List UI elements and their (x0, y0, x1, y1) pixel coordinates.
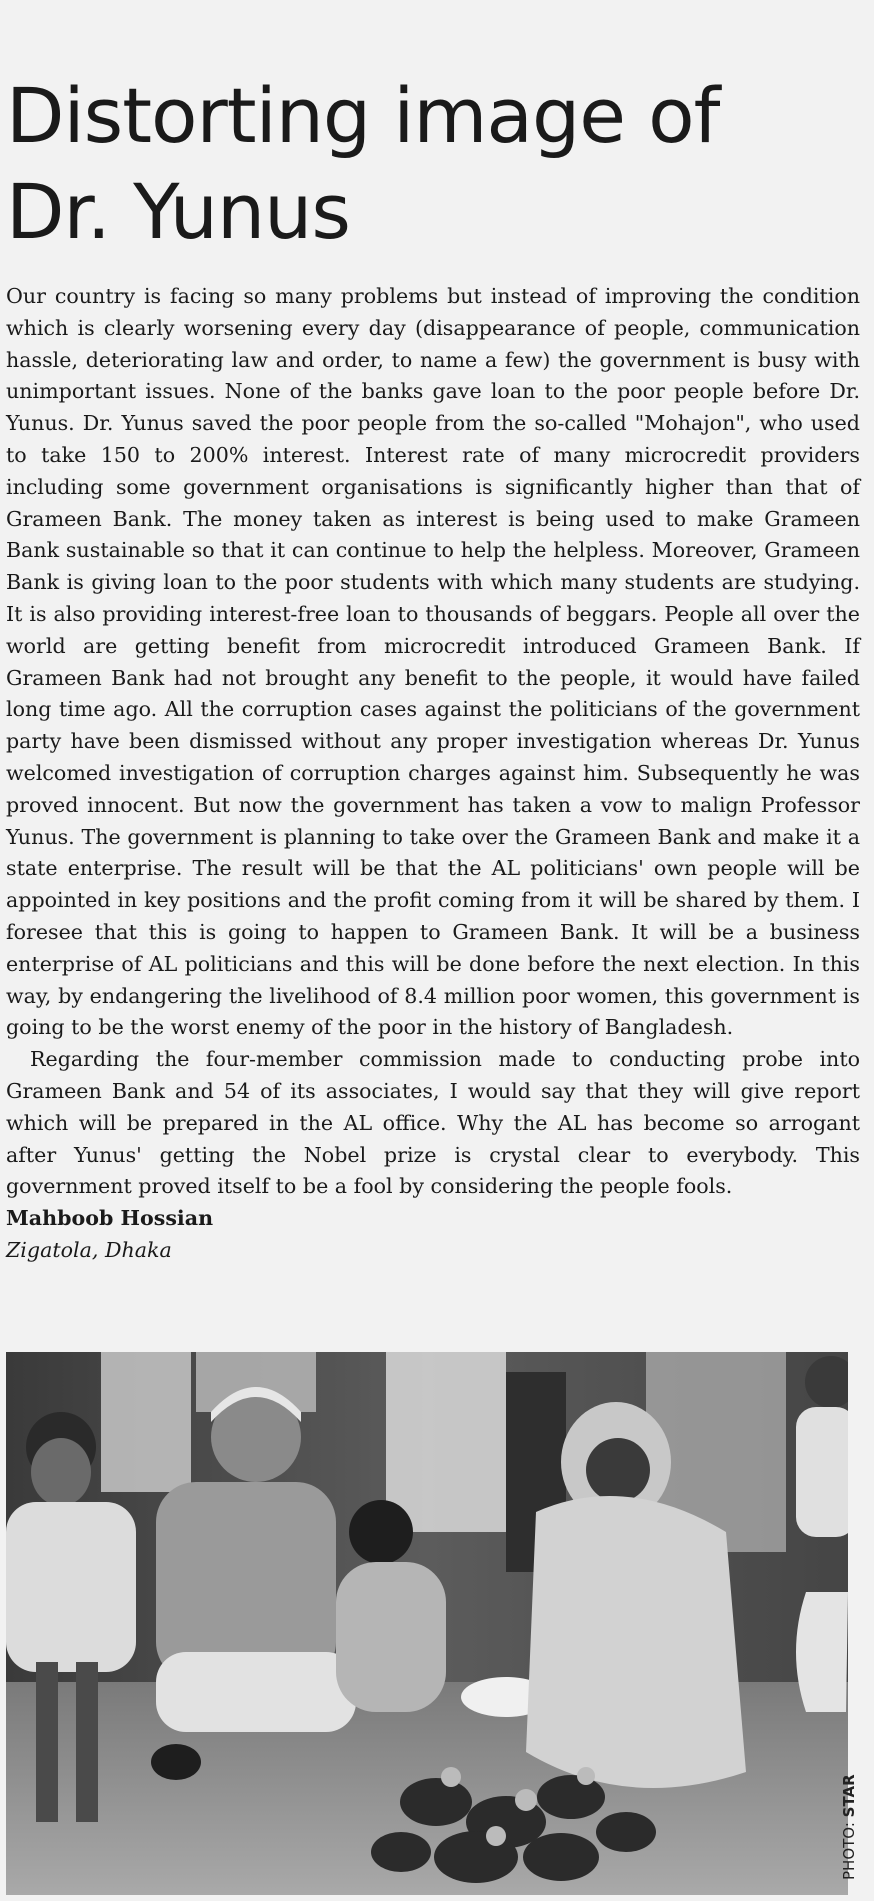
photo-credit-prefix: PHOTO: (840, 1817, 858, 1880)
photo-illustration (6, 1352, 848, 1895)
author-location: Zigatola, Dhaka (6, 1237, 172, 1262)
letter-body (6, 281, 860, 1267)
headline-line-2: Dr. Yunus (6, 167, 350, 256)
letter-paragraph-1: Our country is facing so many problems but instead of improving the condition which is clearly worsening every day (disappearance of people, communication hassle, deteriorating law and order, to name a few) the government is busy with unimportant issues. None of the banks gave loan to the poor people before Dr. Yunus. Dr. Yunus saved the poor people from the so-called "Mohajon", who used to take 150 to 200% interest. Interest rate of many microcredit providers including some government organisations is significantly higher than that of Grameen Bank. The money taken as interest is being used to make Grameen Bank sustainable so that it can continue to help the helpless. Moreover, Grameen Bank is giving loan to the poor students with which many students are studying. It is also providing interest-free loan to thousands of beggars. People all over the world are getting benefit from microcredit introduced Grameen Bank. If Grameen Bank had not brought any benefit to the people, it would have failed long time ago. All the corruption cases against the politicians of the government party have been dismissed without any proper investigation whereas Dr. Yunus welcomed investigation of corruption charges against him. Subsequently he was proved innocent. But now the government has taken a vow to malign Professor Yunus. The government is planning to take over the Grameen Bank and make it a state enterprise. The result will be that the AL politicians' own people will be appointed in key positions and the profit coming from it will be shared by them. I foresee that this is going to happen to Grameen Bank. It will be a business enterprise of AL politicians and this will be done before the next election. In this way, by endangering the livelihood of 8.4 million poor women, this government is going to be the worst enemy of the poor in the history of Bangladesh. (6, 284, 860, 1040)
photo-credit-source: STAR (840, 1774, 858, 1818)
headline-line-1: Distorting image of (6, 71, 720, 160)
photo-credit (838, 1740, 860, 1880)
author-name: Mahboob Hossian (6, 1206, 214, 1231)
letter-paragraph-2: Regarding the four-member commission made to conducting probe into Grameen Bank and 54 of its associates, I would say that they will give report which will be prepared in the AL office. Why the AL has become so arrogant after Yunus' getting the Nobel prize is crystal clear to everybody. This government proved itself to be a fool by considering the people fools. (6, 1047, 860, 1199)
headline (6, 68, 866, 260)
news-photo (6, 1352, 848, 1895)
